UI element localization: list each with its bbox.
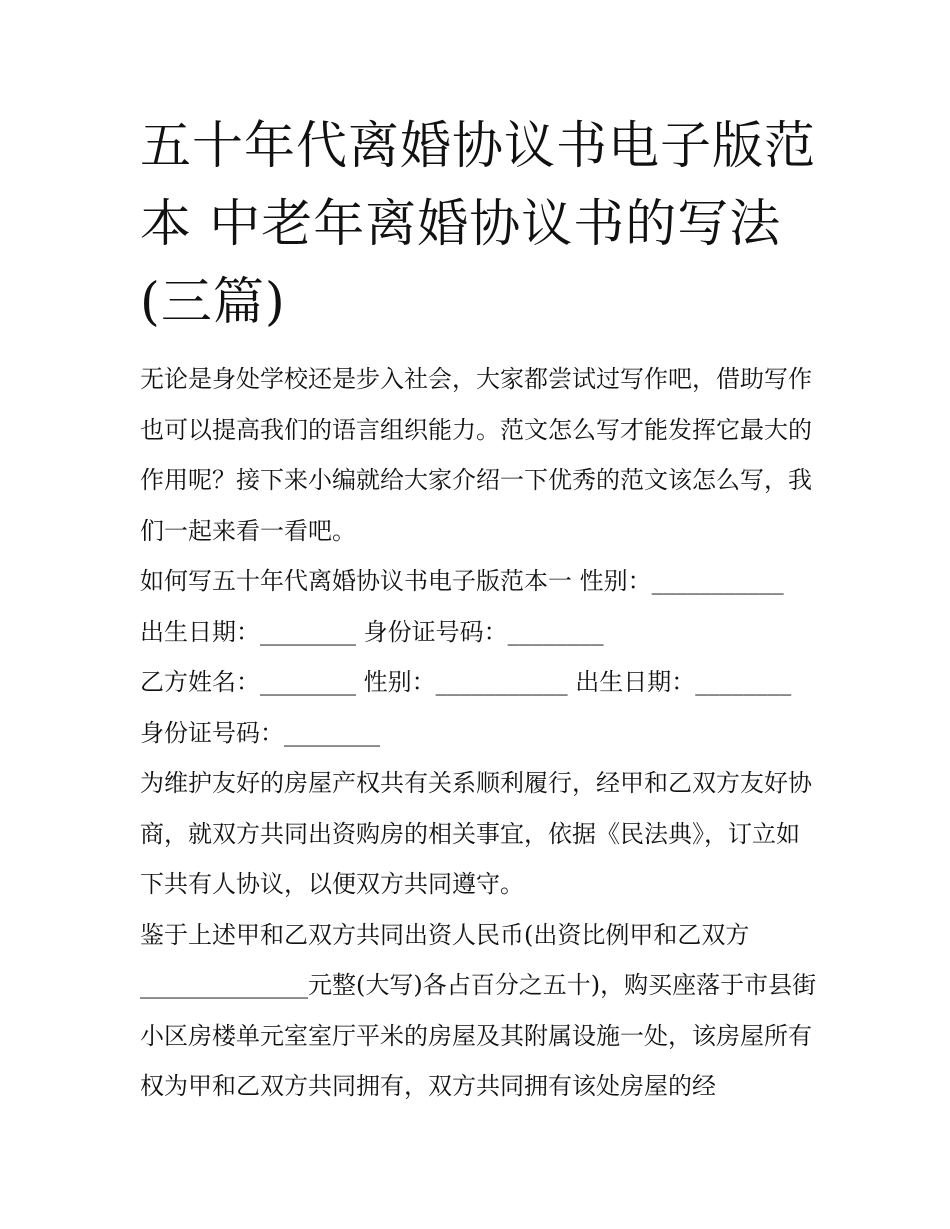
property-paragraph: 鉴于上述甲和乙双方共同出资人民币(出资比例甲和乙双方______________元整(大写)各占百分之五十)，购买座落于市县街小区房楼单元室室厅平米的房屋及其附属设施一处，该房屋所有权为甲和乙双方共同拥有，双方共同拥有该处房屋的经 (140, 920, 817, 1100)
document-title: 五十年代离婚协议书电子版范本 中老年离婚协议书的写法(三篇) (140, 117, 817, 332)
form-line-id-number: 身份证号码：________ (140, 718, 380, 747)
intro-paragraph: 无论是身处学校还是步入社会，大家都尝试过写作吧，借助写作也可以提高我们的语言组织能力。范文怎么写才能发挥它最大的作用呢？接下来小编就给大家介绍一下优秀的范文该怎么写，我们一起来看一看吧。 (140, 365, 812, 545)
form-line-party-b: 乙方姓名：________ 性别：___________ 出生日期：________ (140, 668, 792, 696)
form-line-gender: 如何写五十年代离婚协议书电子版范本一 性别：___________ (140, 567, 784, 595)
document-body (140, 354, 820, 1112)
purpose-paragraph: 为维护友好的房屋产权共有关系顺利履行，经甲和乙双方友好协商，就双方共同出资购房的相关事宜，依据《民法典》，订立如下共有人协议，以便双方共同遵守。 (140, 769, 812, 898)
form-line-birth-id: 出生日期：________ 身份证号码：________ (140, 617, 604, 646)
